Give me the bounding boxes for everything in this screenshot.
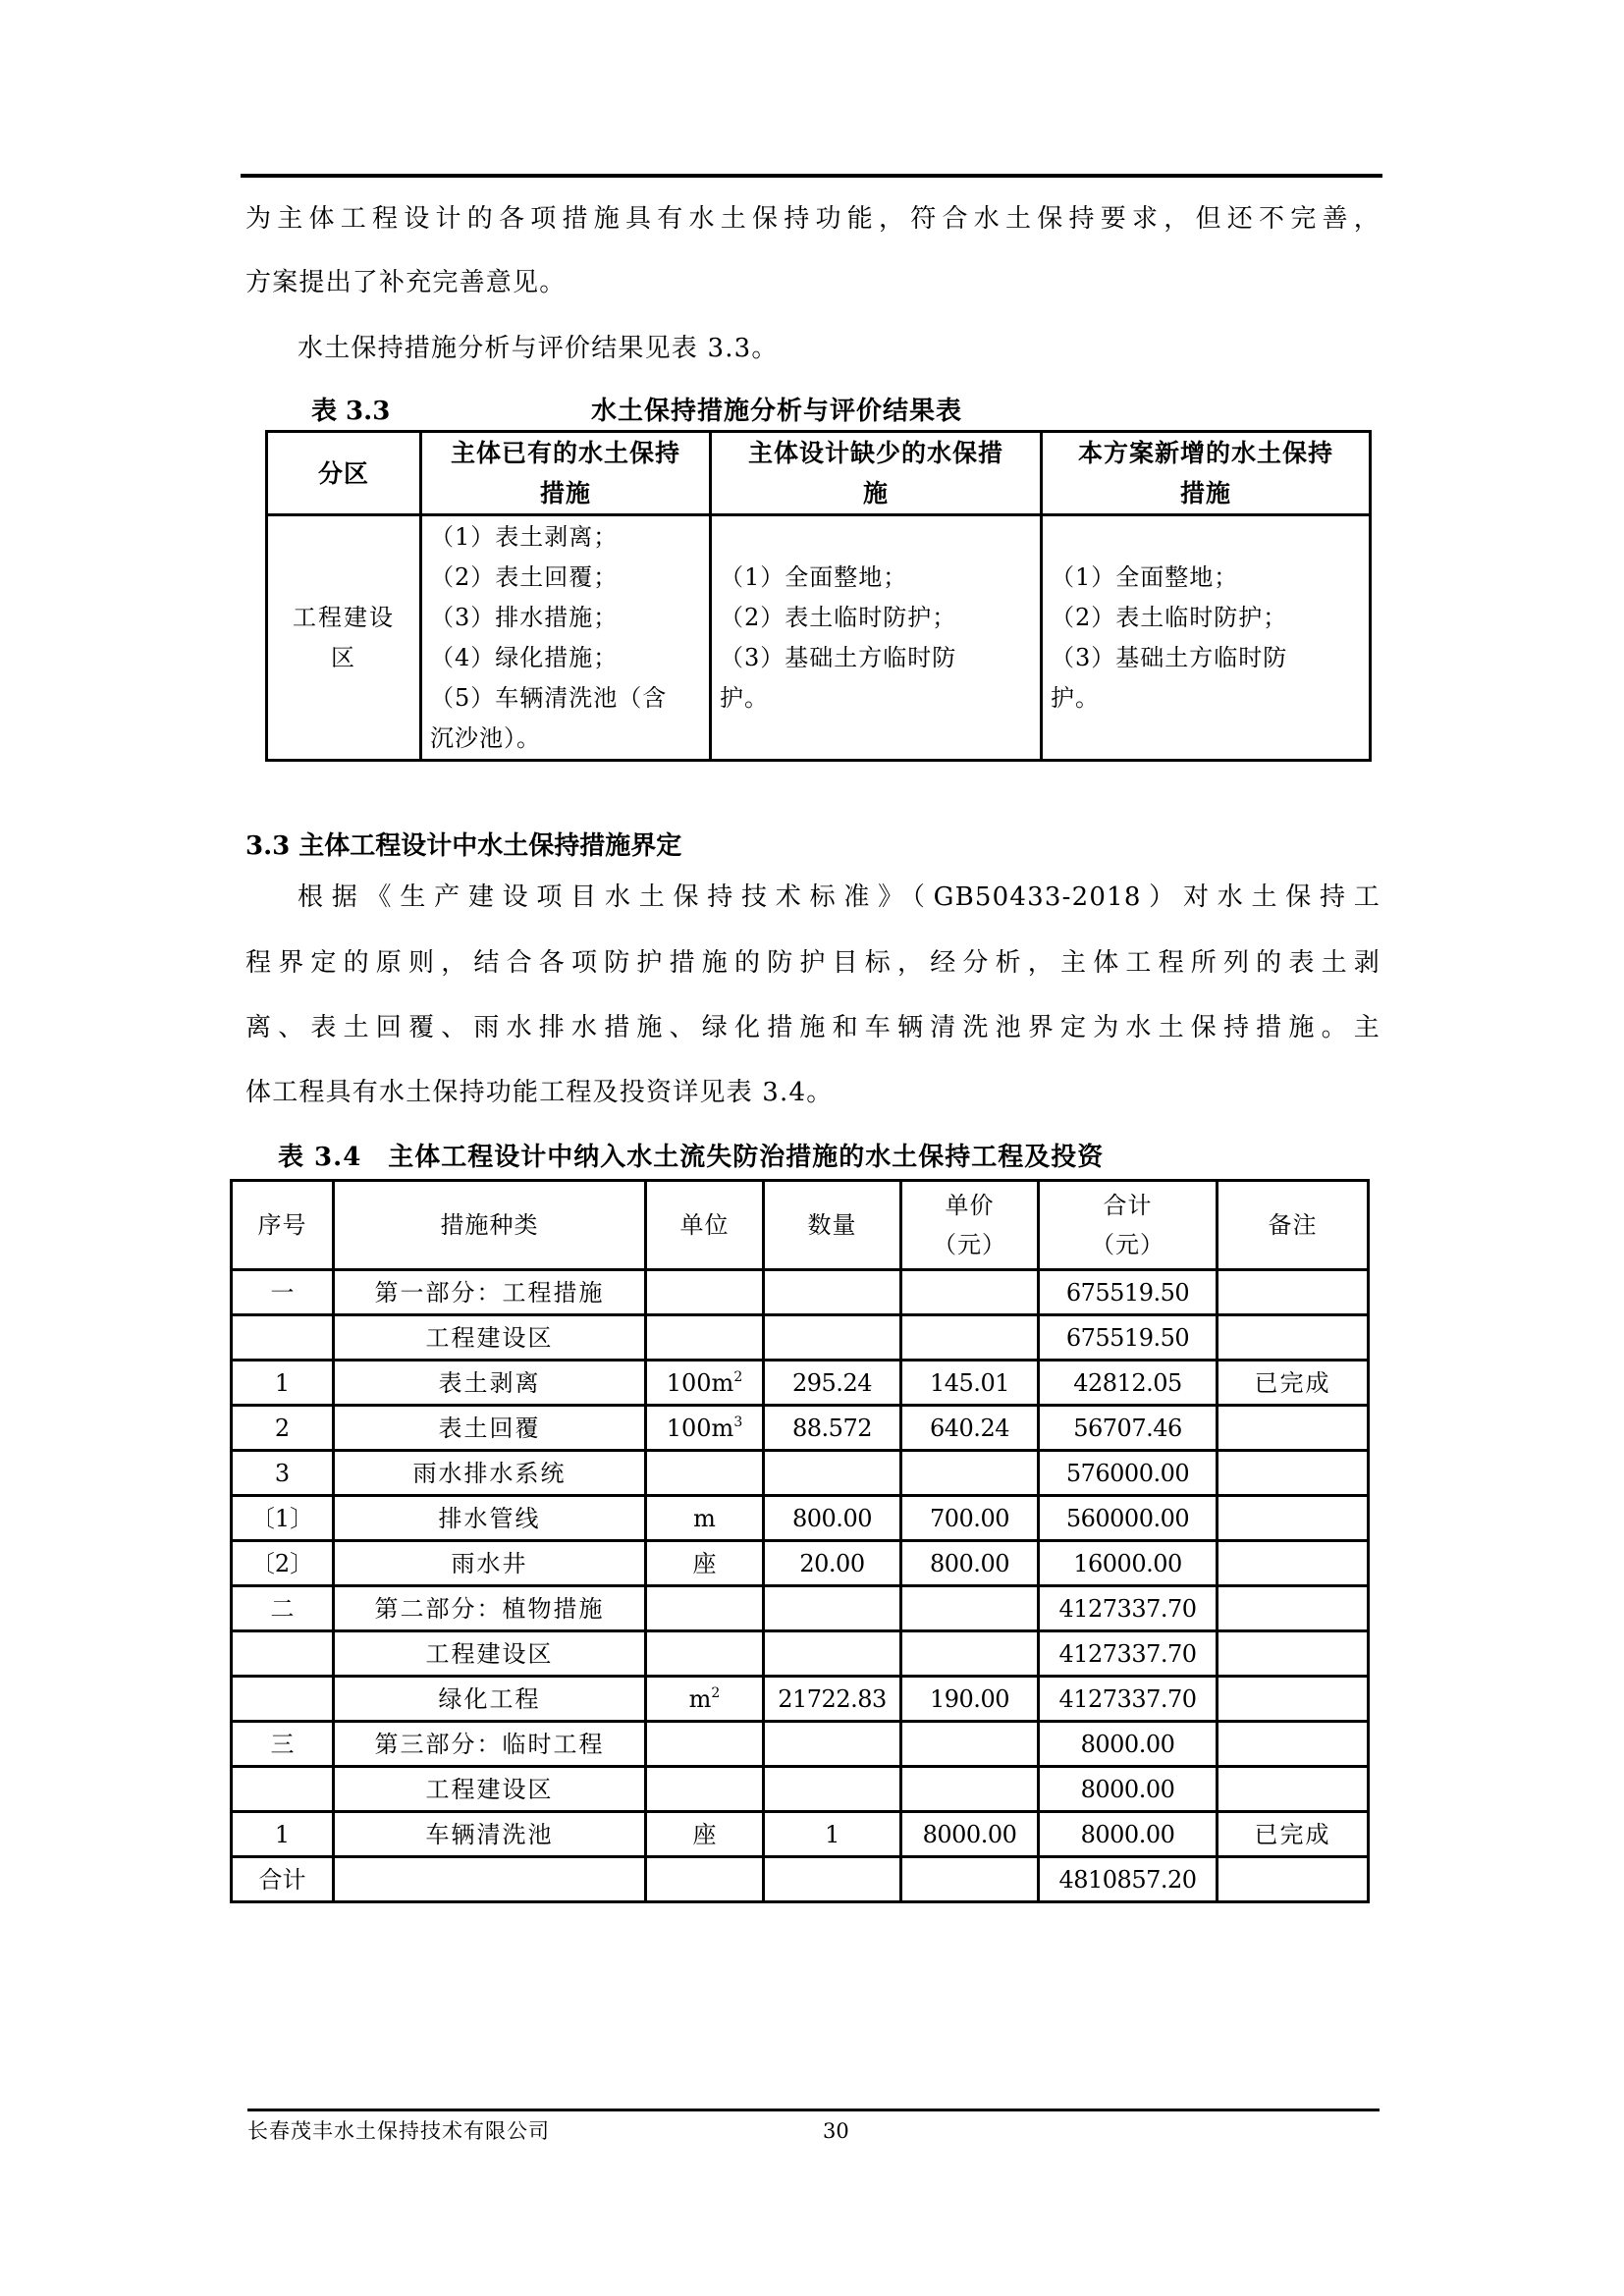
existing-item: （5）车辆清洗池（含: [430, 683, 668, 712]
unit-price-cell: 700.00: [901, 1496, 1039, 1541]
total-cell: 56707.46: [1039, 1406, 1218, 1451]
measure-type-cell: [334, 1857, 646, 1902]
added-measures-cell: [1042, 515, 1371, 761]
existing-item: （3）排水措施；: [430, 603, 619, 631]
zone-cell: 工程建设 区: [267, 515, 421, 761]
unit-cell: $100m^2$: [646, 1361, 764, 1406]
quantity-cell: 21722.83: [764, 1677, 901, 1722]
measure-type-cell: 第三部分：临时工程: [334, 1722, 646, 1767]
note-cell: [1218, 1677, 1369, 1722]
quantity-cell: [764, 1767, 901, 1812]
total-cell: 8000.00: [1039, 1722, 1218, 1767]
unit-cell: 座: [646, 1812, 764, 1857]
unit-price-cell: 8000.00: [901, 1812, 1039, 1857]
quantity-cell: [764, 1451, 901, 1496]
total-cell: 560000.00: [1039, 1496, 1218, 1541]
table-row: [232, 1406, 1369, 1451]
unit-price-cell: [901, 1631, 1039, 1677]
note-cell: [1218, 1767, 1369, 1812]
seq-cell: 二: [232, 1586, 334, 1631]
table-3-4-header-row: [232, 1181, 1369, 1270]
unit-price-cell: 190.00: [901, 1677, 1039, 1722]
total-cell: 4127337.70: [1039, 1677, 1218, 1722]
seq-cell: [232, 1767, 334, 1812]
missing-item: （1）全面整地；: [720, 562, 908, 591]
table-row: [232, 1677, 1369, 1722]
unit-cell: [646, 1315, 764, 1361]
total-cell: 4810857.20: [1039, 1857, 1218, 1902]
table-row: [232, 1541, 1369, 1586]
note-cell: [1218, 1496, 1369, 1541]
unit-price-cell: 145.01: [901, 1361, 1039, 1406]
total-cell: 16000.00: [1039, 1541, 1218, 1586]
seq-cell: 〔1〕: [232, 1496, 334, 1541]
unit-price-cell: 800.00: [901, 1541, 1039, 1586]
header-total: 合计 （元）: [1039, 1181, 1218, 1270]
table-row: [232, 1722, 1369, 1767]
seq-cell: 1: [232, 1361, 334, 1406]
intro-line-3: 水土保持措施分析与评价结果见表 3.3。: [298, 334, 779, 363]
header-added-measures: 本方案新增的水土保持 措施: [1042, 432, 1371, 515]
quantity-cell: 295.24: [764, 1361, 901, 1406]
added-item: （3）基础土方临时防: [1051, 643, 1288, 671]
table-row: [232, 1451, 1369, 1496]
section-para-line-2: 程界定的原则，结合各项防护措施的防护目标，经分析，主体工程所列的表土剥: [245, 948, 1380, 978]
unit-price-cell: [901, 1767, 1039, 1812]
existing-item: （2）表土回覆；: [430, 562, 619, 591]
note-cell: 已完成: [1218, 1361, 1369, 1406]
seq-cell: [232, 1631, 334, 1677]
total-cell: 4127337.70: [1039, 1586, 1218, 1631]
measure-type-cell: 绿化工程: [334, 1677, 646, 1722]
seq-cell: 三: [232, 1722, 334, 1767]
unit-price-cell: [901, 1586, 1039, 1631]
header-rule: [241, 174, 1382, 178]
section-heading: 3.3 主体工程设计中水土保持措施界定: [245, 831, 682, 861]
note-cell: [1218, 1586, 1369, 1631]
unit-exponent: 2: [733, 1368, 743, 1385]
section-para-line-1: 根据《生产建设项目水土保持技术标准》（GB50433-2018）对水土保持工: [298, 882, 1380, 912]
existing-item: （1）表土剥离；: [430, 522, 619, 551]
section-para-line-4: 体工程具有水土保持功能工程及投资详见表 3.4。: [245, 1078, 834, 1107]
quantity-cell: [764, 1270, 901, 1315]
table-3-3-caption-number: 表 3.3: [311, 397, 391, 426]
table-3-4: [230, 1179, 1370, 1903]
header-note: 备注: [1218, 1181, 1369, 1270]
quantity-cell: 1: [764, 1812, 901, 1857]
measure-type-cell: 工程建设区: [334, 1315, 646, 1361]
measure-type-cell: 第二部分：植物措施: [334, 1586, 646, 1631]
total-cell: 675519.50: [1039, 1315, 1218, 1361]
header-existing-measures: 主体已有的水土保持 措施: [421, 432, 711, 515]
existing-measures-cell: [421, 515, 711, 761]
table-row: [232, 1631, 1369, 1677]
seq-cell: 合计: [232, 1857, 334, 1902]
measure-type-cell: 车辆清洗池: [334, 1812, 646, 1857]
section-para-line-3: 离、表土回覆、雨水排水措施、绿化措施和车辆清洗池界定为水土保持措施。主: [245, 1013, 1380, 1042]
total-cell: 8000.00: [1039, 1767, 1218, 1812]
intro-line-2: 方案提出了补充完善意见。: [245, 268, 567, 297]
note-cell: [1218, 1270, 1369, 1315]
existing-item: （4）绿化措施；: [430, 643, 619, 671]
seq-cell: [232, 1315, 334, 1361]
page-number: 30: [823, 2119, 849, 2143]
unit-cell: [646, 1722, 764, 1767]
quantity-cell: [764, 1586, 901, 1631]
measure-type-cell: 排水管线: [334, 1496, 646, 1541]
header-zone: 分区: [267, 432, 421, 515]
total-cell: 4127337.70: [1039, 1631, 1218, 1677]
measure-type-cell: 表土回覆: [334, 1406, 646, 1451]
seq-cell: 一: [232, 1270, 334, 1315]
unit-cell: $m^2$: [646, 1677, 764, 1722]
table-row: [232, 1812, 1369, 1857]
quantity-cell: [764, 1857, 901, 1902]
unit-cell: [646, 1631, 764, 1677]
footer-company: 长春茂丰水土保持技术有限公司: [247, 2119, 550, 2143]
unit-cell: [646, 1857, 764, 1902]
table-row: [232, 1586, 1369, 1631]
table-row: [232, 1857, 1369, 1902]
seq-cell: 3: [232, 1451, 334, 1496]
note-cell: [1218, 1315, 1369, 1361]
seq-cell: [232, 1677, 334, 1722]
unit-cell: $100m^3$: [646, 1406, 764, 1451]
seq-cell: 2: [232, 1406, 334, 1451]
note-cell: [1218, 1722, 1369, 1767]
unit-price-cell: [901, 1722, 1039, 1767]
quantity-cell: [764, 1315, 901, 1361]
missing-item: （2）表土临时防护；: [720, 603, 957, 631]
unit-cell: [646, 1767, 764, 1812]
measure-type-cell: 雨水井: [334, 1541, 646, 1586]
note-cell: [1218, 1406, 1369, 1451]
footer-rule: [247, 2109, 1380, 2111]
measure-type-cell: 雨水排水系统: [334, 1451, 646, 1496]
missing-item: （3）基础土方临时防: [720, 643, 957, 671]
intro-line-1: 为主体工程设计的各项措施具有水土保持功能，符合水土保持要求，但还不完善，: [245, 204, 1380, 234]
unit-cell: [646, 1270, 764, 1315]
table-row: [232, 1270, 1369, 1315]
unit-price-cell: [901, 1451, 1039, 1496]
seq-cell: 〔2〕: [232, 1541, 334, 1586]
table-row: [232, 1315, 1369, 1361]
note-cell: [1218, 1451, 1369, 1496]
table-3-3-header-row: [267, 432, 1371, 515]
unit-price-cell: [901, 1315, 1039, 1361]
total-cell: 675519.50: [1039, 1270, 1218, 1315]
quantity-cell: 20.00: [764, 1541, 901, 1586]
note-cell: 已完成: [1218, 1812, 1369, 1857]
unit-exponent: 2: [711, 1684, 721, 1701]
unit-cell: [646, 1451, 764, 1496]
note-cell: [1218, 1631, 1369, 1677]
table-row: [232, 1767, 1369, 1812]
measure-type-cell: 工程建设区: [334, 1631, 646, 1677]
quantity-cell: 800.00: [764, 1496, 901, 1541]
note-cell: [1218, 1541, 1369, 1586]
total-cell: 42812.05: [1039, 1361, 1218, 1406]
unit-price-cell: [901, 1270, 1039, 1315]
missing-measures-cell: [711, 515, 1042, 761]
quantity-cell: 88.572: [764, 1406, 901, 1451]
quantity-cell: [764, 1722, 901, 1767]
table-row: [267, 515, 1371, 761]
quantity-cell: [764, 1631, 901, 1677]
header-missing-measures: 主体设计缺少的水保措 施: [711, 432, 1042, 515]
unit-cell: 座: [646, 1541, 764, 1586]
measure-type-cell: 工程建设区: [334, 1767, 646, 1812]
seq-cell: 1: [232, 1812, 334, 1857]
unit-price-cell: 640.24: [901, 1406, 1039, 1451]
added-item: 护。: [1051, 683, 1100, 712]
total-cell: 576000.00: [1039, 1451, 1218, 1496]
header-unit: 单位: [646, 1181, 764, 1270]
unit-price-cell: [901, 1857, 1039, 1902]
measure-type-cell: 表土剥离: [334, 1361, 646, 1406]
table-row: [232, 1361, 1369, 1406]
table-3-3-caption-title: 水土保持措施分析与评价结果表: [591, 397, 963, 426]
total-cell: 8000.00: [1039, 1812, 1218, 1857]
header-measure-type: 措施种类: [334, 1181, 646, 1270]
table-3-3: [265, 430, 1372, 762]
unit-cell: m: [646, 1496, 764, 1541]
header-quantity: 数量: [764, 1181, 901, 1270]
header-unit-price: 单价 （元）: [901, 1181, 1039, 1270]
existing-item: 沉沙池）。: [430, 723, 541, 752]
missing-item: 护。: [720, 683, 769, 712]
unit-cell: [646, 1586, 764, 1631]
table-row: [232, 1496, 1369, 1541]
unit-exponent: 3: [733, 1414, 743, 1430]
note-cell: [1218, 1857, 1369, 1902]
added-item: （1）全面整地；: [1051, 562, 1239, 591]
measure-type-cell: 第一部分：工程措施: [334, 1270, 646, 1315]
table-3-4-caption: 表 3.4 主体工程设计中纳入水土流失防治措施的水土保持工程及投资: [278, 1143, 1105, 1172]
added-item: （2）表土临时防护；: [1051, 603, 1288, 631]
header-seq: 序号: [232, 1181, 334, 1270]
